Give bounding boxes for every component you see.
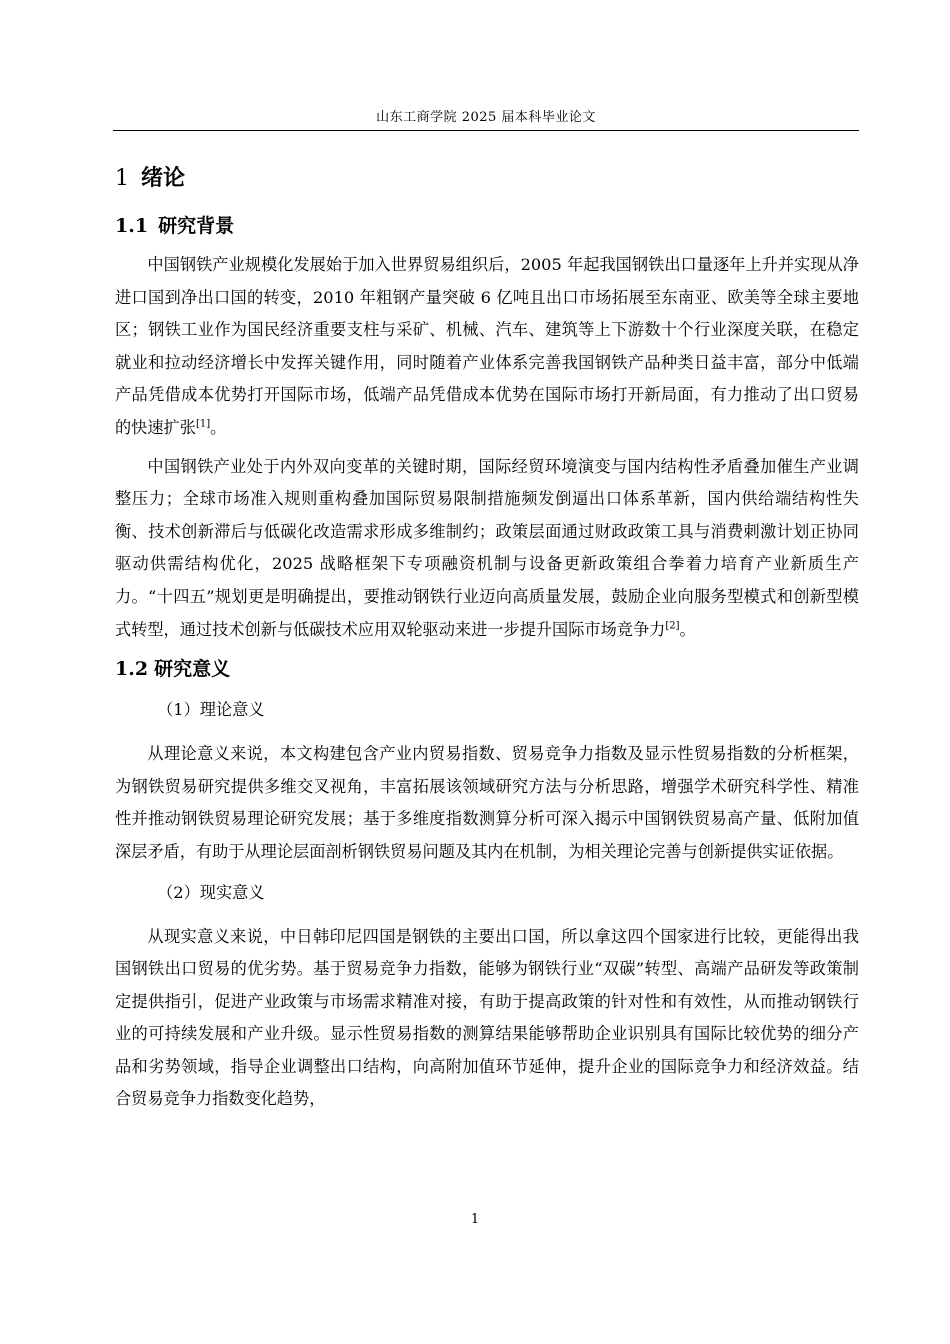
chapter-heading <box>115 158 859 199</box>
paragraph-theory: 从理论意义来说，本文构建包含产业内贸易指数、贸易竞争力指数及显示性贸易指数的分析框架，为钢铁贸易研究提供多维交叉视角，丰富拓展该领域研究方法与分析思路，增强学术研究科学性、精准性并推动钢铁贸易理论研究发展；基于多维度指数测算分析可深入揭示中国钢铁贸易高产量、低附加值深层矛盾，有助于从理论层面剖析钢铁贸易问题及其内在机制，为相关理论完善与创新提供实证依据。 <box>115 744 859 861</box>
paragraph-text: 中国钢铁产业处于内外双向变革的关键时期，国际经贸环境演变与国内结构性矛盾叠加催生产业调整压力；全球市场准入规则重构叠加国际贸易限制措施频发倒逼出口体系革新，国内供给端结构性失衡、技术创新滞后与低碳化改造需求形成多维制约；政策层面通过财政政策工具与消费刺激计划正协同驱动供需结构优化，2025 战略框架下专项融资机制与设备更新政策组合拳着力培育产业新质生产力。“十四五”规划更是明确提出，要推动钢铁行业迈向高质量发展，鼓励企业向服务型模式和创新型模式转型，通过技术创新与低碳技术应用双轮驱动来进一步提升国际市场竞争力 <box>115 456 859 639</box>
chapter-number: 1 <box>115 166 129 191</box>
section-title: 研究背景 <box>158 215 235 237</box>
citation-ref: [2] <box>665 620 680 632</box>
section-title: 研究意义 <box>154 658 231 681</box>
page-header: 山东工商学院 2025 届本科毕业论文 <box>376 110 596 125</box>
section-heading-1-1 <box>115 209 859 243</box>
paragraph-background-2 <box>115 451 859 647</box>
page-body <box>115 158 859 1122</box>
paragraph-background-1 <box>115 249 859 445</box>
header-rule <box>113 130 859 131</box>
chapter-title: 绪论 <box>141 165 186 191</box>
section-number: 1.1 <box>115 215 149 237</box>
section-heading-1-2 <box>115 652 859 686</box>
paragraph-practice: 从现实意义来说，中日韩印尼四国是钢铁的主要出口国，所以拿这四个国家进行比较，更能得出我国钢铁出口贸易的优劣势。基于贸易竞争力指数，能够为钢铁行业“双碳”转型、高端产品研发等政策制定提供指引，促进产业政策与市场需求精准对接，有助于提高政策的针对性和有效性，从而推动钢铁行业的可持续发展和产业升级。显示性贸易指数的测算结果能够帮助企业识别具有国际比较优势的细分产品和劣势领域，指导企业调整出口结构，向高附加值环节延伸，提升企业的国际竞争力和经济效益。结合贸易竞争力指数变化趋势， <box>115 926 859 1109</box>
page-number: 1 <box>470 1212 480 1227</box>
subheading-practice: （2）现实意义 <box>157 882 265 902</box>
subheading-theory: （1）理论意义 <box>157 700 265 720</box>
paragraph-text: 中国钢铁产业规模化发展始于加入世界贸易组织后，2005 年起我国钢铁出口量逐年上升并实现从净进口国到净出口国的转变，2010 年粗钢产量突破 6 亿吨且出口市场拓展至东南亚、欧美等全球主要地区；钢铁工业作为国民经济重要支柱与采矿、机械、汽车、建筑等上下游数十个行业深度关联，在稳定就业和拉动经济增长中发挥关键作用，同时随着产业体系完善我国钢铁产品种类日益丰富，部分中低端产品凭借成本优势打开国际市场，低端产品凭借成本优势在国际市场打开新局面，有力推动了出口贸易的快速扩张 <box>115 255 859 437</box>
citation-ref: [1] <box>195 418 211 430</box>
paragraph-end: 。 <box>210 417 227 437</box>
paragraph-end: 。 <box>679 619 696 639</box>
section-number: 1.2 <box>115 658 149 681</box>
